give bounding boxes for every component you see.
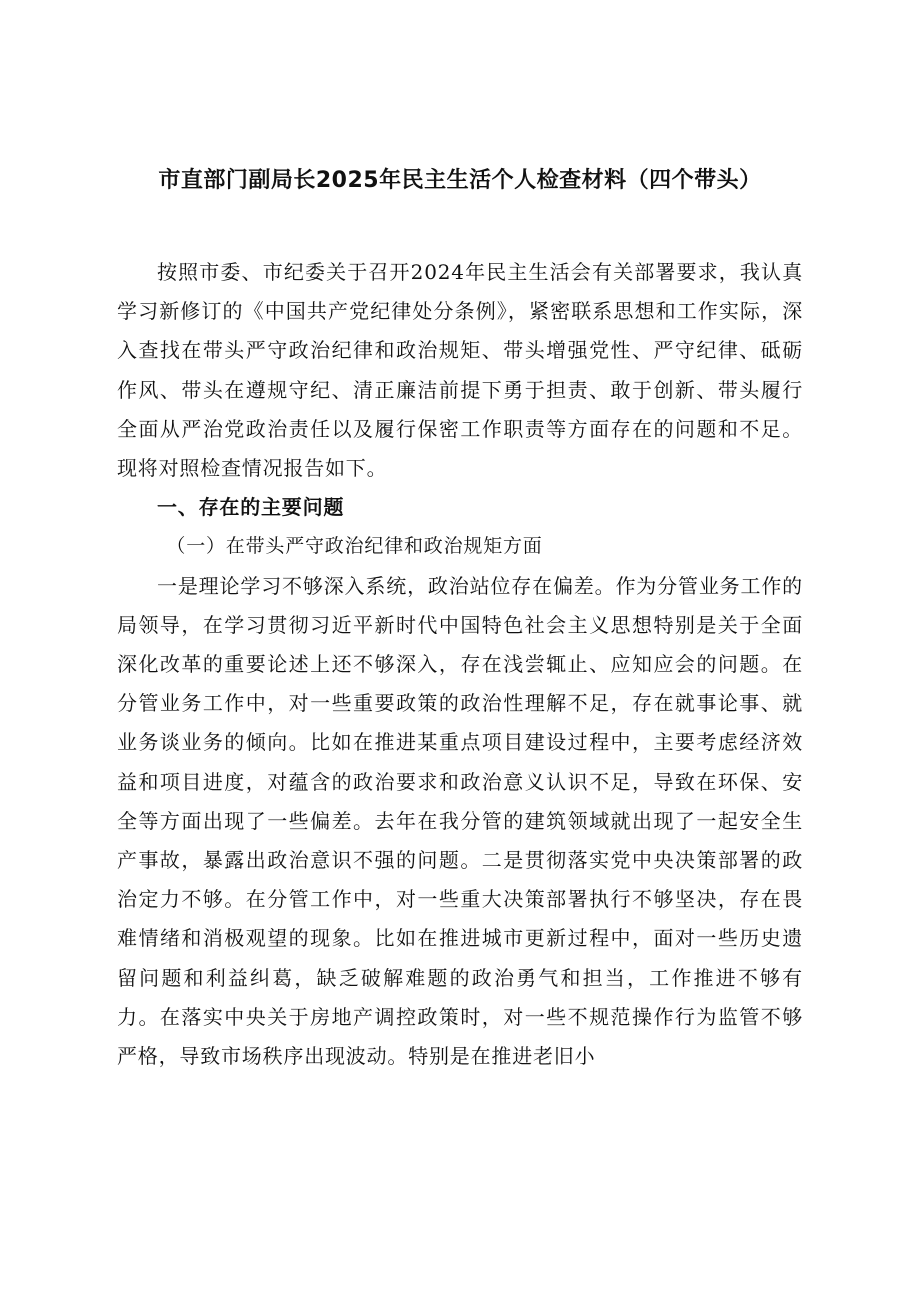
subsection-heading-political-discipline: （一）在带头严守政治纪律和政治规矩方面 xyxy=(166,535,543,558)
body-paragraph: 一是理论学习不够深入系统，政治站位存在偏差。作为分管业务工作的局领导，在学习贯彻习近平新时代中国特色社会主义思想特别是关于全面深化改革的重要论述上还不够深入，存在浅尝辄止、应知应会的问题。在分管业务工作中，对一些重要政策的政治性理解不足，存在就事论事、就业务谈业务的倾向。比如在推进某重点项目建设过程中，主要考虑经济效益和项目进度，对蕴含的政治要求和政治意义认识不足，导致在环保、安全等方面出现了一些偏差。去年在我分管的建筑领域就出现了一起安全生产事故，暴露出政治意识不强的问题。二是贯彻落实党中央决策部署的政治定力不够。在分管工作中，对一些重大决策部署执行不够坚决，存在畏难情绪和消极观望的现象。比如在推进城市更新过程中，面对一些历史遗留问题和利益纠葛，缺乏破解难题的政治勇气和担当，工作推进不够有力。在落实中央关于房地产调控政策时，对一些不规范操作行为监管不够严格，导致市场秩序出现波动。特别是在推进老旧小 xyxy=(117,573,803,1069)
document-body xyxy=(117,253,803,1076)
intro-paragraph: 按照市委、市纪委关于召开2024年民主生活会有关部署要求，我认真学习新修订的《中国共产党纪律处分条例》，紧密联系思想和工作实际，深入查找在带头严守政治纪律和政治规矩、带头增强党性、严守纪律、砥砺作风、带头在遵规守纪、清正廉洁前提下勇于担责、敢于创新、带头履行全面从严治党政治责任以及履行保密工作职责等方面存在的问题和不足。现将对照检查情况报告如下。 xyxy=(117,260,803,481)
section-heading-problems: 一、存在的主要问题 xyxy=(157,495,345,520)
document-title: 市直部门副局长2025年民主生活个人检查材料（四个带头） xyxy=(158,168,762,193)
